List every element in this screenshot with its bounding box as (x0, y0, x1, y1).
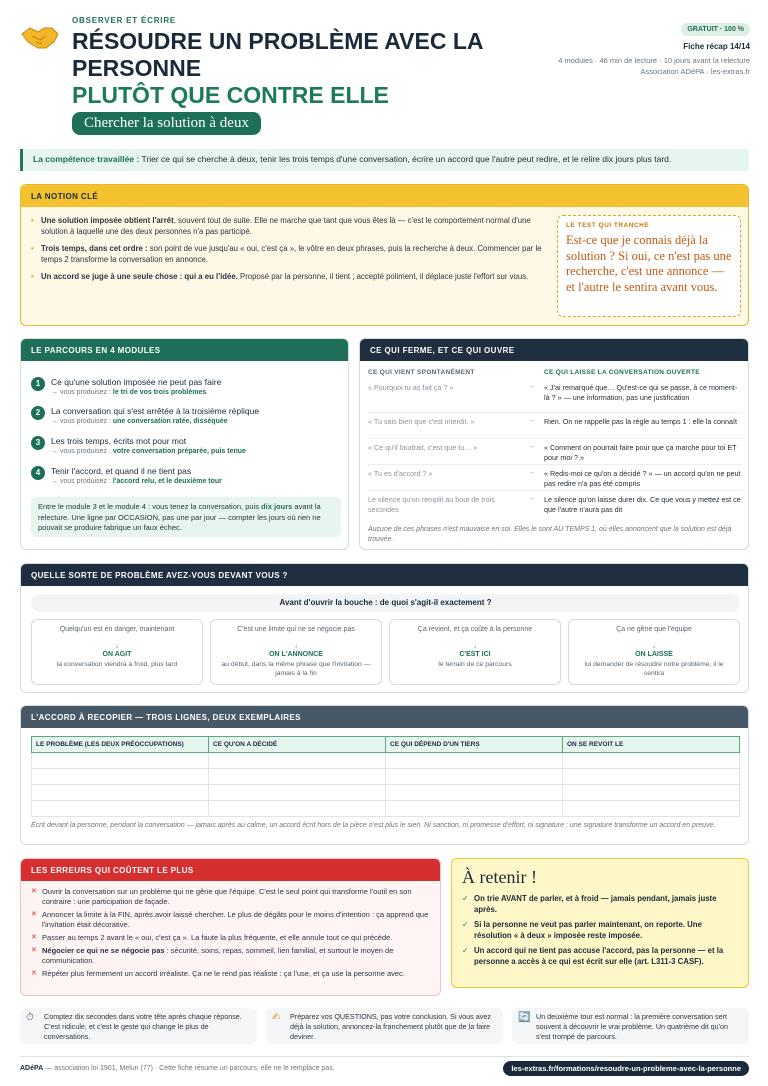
ferme-row-left: « Ce qu'il faudrait, c'est que tu… » (368, 443, 478, 452)
accord-cell[interactable] (563, 801, 740, 817)
page-title-accent: PLUTÔT QUE CONTRE ELLE (72, 82, 389, 108)
accord-card (20, 705, 749, 845)
notion-item-text: son point de vue jusqu'au « oui, c'est ça », le vôtre en deux phrases, puis la recherche à deux. Commencer par le temps 2 transforme la conversation en annonce. (41, 244, 542, 264)
retenir-item: ✓ Si la personne ne veut pas parler maintenant, on reporte. Une résolution « à deux » imposée reste imposée. (462, 920, 738, 941)
page-footer (20, 1056, 749, 1076)
skill-text: Trier ce qui se cherche à deux, tenir les trois temps d'une conversation, écrire un accord que l'autre peut redire, et le relire dix jours plus tard. (141, 154, 672, 164)
accord-cell[interactable] (32, 769, 209, 785)
arrow-right-icon: → (528, 495, 535, 502)
ferme-row-left: Le silence qu'on remplit au bout de trois secondes (368, 495, 495, 514)
handshake-icon (20, 20, 60, 54)
ferme-row-right: « Redis-moi ce qu'on a décidé ? » — un accord qu'on ne peut pas redire n'a pas été compris (544, 469, 741, 488)
erreurs-title: LES ERREURS QUI COÛTENT LE PLUS (21, 859, 440, 881)
tip-card (512, 1008, 749, 1044)
module-output (51, 389, 206, 396)
ferme-row-right: Rien. On ne rappelle pas la règle au temps 1 : elle la connaît (544, 417, 737, 426)
module-output (51, 418, 228, 425)
erreurs-list (31, 887, 433, 982)
ferme-row-left: « Tu sais bien que c'est interdit. » (368, 417, 475, 426)
sorte-title: QUELLE SORTE DE PROBLÈME AVEZ-VOUS DEVANT VOUS ? (21, 564, 748, 586)
retenir-title: À retenir ! (462, 867, 537, 887)
fiche-number: Fiche récap 14/14 (683, 42, 750, 51)
sorte-option-question: C'est une limite qui ne se négocie pas (237, 626, 355, 633)
erreur-text: Répéter plus fermement un accord irréaliste. Ça ne le rend pas réaliste : ça l'use, et ça use la personne avec. (42, 969, 405, 978)
accord-blank-row[interactable] (32, 801, 740, 817)
arrow-down-icon: ↓ (473, 641, 477, 650)
sorte-option-key: ON LAISSE (635, 651, 673, 658)
ferme-row (368, 443, 742, 465)
arrow-down-icon: ↓ (294, 641, 298, 650)
arrow-right-icon: → (528, 469, 535, 476)
sorte-option-question: Ça revient, et ça coûte à la personne (417, 626, 533, 633)
parcours-note-a: Entre le module 3 et le module 4 : vous tenez la conversation, puis (38, 502, 262, 511)
arrow-down-icon: ↓ (652, 641, 656, 650)
ferme-col-right: CE QUI LAISSE LA CONVERSATION OUVERTE (544, 369, 700, 376)
accord-cell[interactable] (32, 753, 209, 769)
retenir-list (462, 894, 738, 967)
skill-banner (20, 149, 749, 171)
accord-note: Écrit devant la personne, pendant la conversation — jamais après au calme, un accord écrit hors de la pièce n'est plus le sien. Ni sanction, ni promesse d'effort, ni signature : une signature transforme un accord en preuve. (31, 822, 716, 829)
ferme-row (368, 469, 742, 491)
tip-text: Comptez dix secondes dans votre tête après chaque réponse. C'est ridicule, et c'est le geste qui change le plus de conversations. (44, 1012, 242, 1041)
test-title: LE TEST QUI TRANCHE (566, 222, 650, 229)
module-output-prefix: → vous produisez : (51, 478, 113, 485)
ferme-row-left: « Tu es d'accord ? » (368, 469, 433, 478)
sorte-option (568, 619, 740, 685)
notion-item (31, 271, 551, 282)
writing-hand-icon: ✍ (272, 1012, 281, 1023)
module-title: La conversation qui s'est arrêtée à la troisième réplique (51, 406, 260, 416)
accord-cell[interactable] (32, 801, 209, 817)
retenir-card (451, 858, 749, 988)
erreur-item (31, 969, 433, 979)
parcours-note (31, 497, 341, 537)
free-badge: GRATUIT · 100 % (681, 23, 750, 36)
module-output-value: l'accord relu, et le deuxième tour (112, 478, 222, 485)
module-output (51, 478, 222, 485)
ferme-card (359, 338, 749, 550)
accord-title: L'ACCORD À RECOPIER — TROIS LIGNES, DEUX EXEMPLAIRES (21, 706, 748, 728)
erreurs-card (20, 858, 441, 996)
notion-item-text: , souvent tout de suite. Elle ne marche que tant que vous êtes là — c'est le comportement normal d'une solution à laquelle une des deux personnes n'a pas participé. (41, 216, 531, 236)
sorte-option (31, 619, 203, 685)
module-number: 3 (31, 436, 45, 450)
sorte-option-desc: lui demander de résoudre notre problème, il le sentira (584, 661, 724, 677)
accord-cell[interactable] (209, 769, 386, 785)
arrow-right-icon: → (528, 443, 535, 450)
repeat-icon: 🔄 (518, 1012, 531, 1023)
erreur-item (31, 933, 433, 943)
tip-text: Un deuxième tour est normal : la première conversation sert souvent à découvrir le vrai problème. Un quatrième dit qu'on s'est trompé de parcours. (536, 1012, 728, 1041)
module-output-prefix: → vous produisez : (51, 418, 113, 425)
erreur-bold: Négocier ce qui ne se négocie pas (42, 946, 165, 955)
sorte-option-desc: le terrain de ce parcours (438, 661, 512, 668)
sorte-option-key: ON AGIT (102, 651, 132, 658)
arrow-down-icon: ↓ (115, 641, 119, 650)
accord-cell[interactable] (209, 785, 386, 801)
module-title: Ce qu'une solution imposée ne peut pas faire (51, 377, 222, 387)
module-number: 1 (31, 377, 45, 391)
erreur-text: : sécurité, soins, repas, sommeil, lien familial, et surtout le moyen de communication. (42, 946, 394, 965)
sorte-card (20, 563, 749, 693)
accord-cell[interactable] (209, 753, 386, 769)
notion-item (31, 215, 551, 237)
ferme-row (368, 495, 742, 519)
footer-text (20, 1065, 335, 1072)
module-number: 2 (31, 406, 45, 420)
parcours-note-b: avant la relecture. Une ligne par OCCASION, pas une par jour — compter les jours où rien ne pouvait se produire fabrique un faux échec. (38, 502, 321, 532)
accord-blank-row[interactable] (32, 785, 740, 801)
erreur-item (31, 887, 433, 907)
ferme-row-right: « Comment on pourrait faire pour que ça marche pour toi ET pour moi ? » (544, 443, 737, 462)
arrow-right-icon: → (528, 383, 535, 390)
ferme-row (368, 417, 742, 439)
accord-cell[interactable] (386, 785, 563, 801)
ferme-row-right: « J'ai remarqué que… Qu'est-ce qui se passe, à ce moment-là ? » — une information, pas une justification (544, 383, 738, 402)
notion-title: LA NOTION CLÉ (21, 185, 748, 207)
accord-blank-row[interactable] (32, 753, 740, 769)
parcours-note-bold: dix jours (261, 502, 293, 511)
module-number: 4 (31, 466, 45, 480)
accord-blank-row[interactable] (32, 769, 740, 785)
notion-item (31, 243, 551, 265)
sorte-option-key: C'EST ICI (459, 651, 491, 658)
subtitle-pill: Chercher la solution à deux (72, 112, 261, 135)
sorte-option-question: Ça ne gêne que l'équipe (616, 626, 692, 633)
accord-col-header: CE QUI DÉPEND D'UN TIERS (386, 737, 563, 753)
erreur-text: Annoncer la limite à la FIN, après avoir laissé chercher. Le plus de dégâts pour le moins d'intention : ça apprend que l'invitation était décorative. (42, 910, 429, 929)
module-output-prefix: → vous produisez : (51, 389, 113, 396)
tip-text: Préparez vos QUESTIONS, pas votre conclusion. Si vous avez déjà la solution, annoncez-la franchement plutôt que de la faire deviner. (290, 1012, 491, 1041)
erreur-text: Ouvrir la conversation sur un problème qui ne gêne que l'équipe. C'est le seul point qui transforme l'outil en son contraire : une participation de façade. (42, 887, 412, 906)
accord-col-header: LE PROBLÈME (LES DEUX PRÉOCCUPATIONS) (32, 737, 209, 753)
meta-line-2: Association ADéPA · les-extras.fr (640, 67, 750, 76)
sorte-option-desc: au début, dans la même phrase que l'invitation — jamais à la fin (221, 661, 371, 677)
module-output-prefix: → vous produisez : (51, 448, 113, 455)
module-output (51, 448, 246, 455)
timer-icon: ⏱ (26, 1012, 34, 1023)
accord-cell[interactable] (563, 753, 740, 769)
sorte-question: Avant d'ouvrir la bouche : de quoi s'agit-il exactement ? (31, 594, 740, 612)
sorte-option-desc: la conversation viendra à froid, plus tard (56, 661, 178, 668)
accord-col-header: ON SE REVOIT LE (563, 737, 740, 753)
accord-cell[interactable] (209, 801, 386, 817)
accord-cell[interactable] (386, 753, 563, 769)
notion-card (20, 184, 749, 326)
accord-cell[interactable] (386, 769, 563, 785)
accord-header-row (32, 737, 740, 753)
erreur-item (31, 910, 433, 930)
footer-org: ADéPA (20, 1065, 44, 1072)
test-body: Est-ce que je connais déjà la solution ? Si oui, ce n'est pas une recherche, c'est une annonce — et l'autre le sentira avant vous. (566, 233, 732, 294)
footer-url-link[interactable]: les-extras.fr/formations/resoudre-un-probleme-avec-la-personne (503, 1061, 749, 1076)
retenir-item: ✓ On trie AVANT de parler, et à froid — jamais pendant, jamais juste après. (462, 894, 738, 915)
tip-card (20, 1008, 257, 1044)
ferme-note: Aucune de ces phrases n'est mauvaise en soi. Elles le sont AU TEMPS 1, où elles annoncent que la solution est déjà trouvée. (368, 526, 732, 543)
accord-table (31, 736, 740, 817)
footer-desc: — association loi 1901, Melun (77) · Cette fiche résume un parcours, elle ne le remplace pas. (43, 1065, 335, 1072)
header-meta (558, 18, 750, 77)
notion-list (31, 215, 551, 288)
sorte-option (389, 619, 561, 685)
parcours-title: LE PARCOURS EN 4 MODULES (21, 339, 348, 361)
accord-cell[interactable] (563, 769, 740, 785)
module-output-value: une conversation ratée, disséquée (112, 418, 228, 425)
sorte-option (210, 619, 382, 685)
page-header (20, 12, 750, 142)
erreur-text: Passer au temps 2 avant le « oui, c'est ça ». La faute la plus fréquente, et elle annule tout ce qui précède. (42, 933, 393, 942)
notion-item-bold: Une solution imposée obtient l'arrêt (41, 216, 174, 225)
notion-item-bold: Trois temps, dans cet ordre : (41, 244, 148, 253)
retenir-item: ✓ Un accord qui ne tient pas accuse l'accord, pas la personne — et la personne a accès à ce qui est écrit sur elle (art. L311-3 CASF). (462, 946, 738, 967)
notion-item-bold: Un accord se juge à une seule chose : qui a eu l'idée. (41, 272, 238, 281)
accord-col-header: CE QU'ON A DÉCIDÉ (209, 737, 386, 753)
module-output-value: votre conversation préparée, puis tenue (112, 448, 246, 455)
ferme-row-left: « Pourquoi tu as fait ça ? » (368, 383, 454, 392)
ferme-col-left: CE QUI VIENT SPONTANÉMENT (368, 369, 475, 376)
sorte-option-question: Quelqu'un est en danger, maintenant (59, 626, 175, 633)
kicker: OBSERVER ET ÉCRIRE (72, 16, 177, 25)
module-output-value: le tri de vos trois problèmes (112, 389, 207, 396)
meta-line-1: 4 modules · 46 min de lecture · 10 jours avant la relecture (558, 56, 750, 65)
page-title: RÉSOUDRE UN PROBLÈME AVEC LA PERSONNE (72, 28, 483, 81)
arrow-right-icon: → (528, 417, 535, 424)
sorte-option-key: ON L'ANNONCE (269, 651, 323, 658)
test-box (557, 215, 741, 317)
parcours-card (20, 338, 349, 550)
accord-cell[interactable] (386, 801, 563, 817)
notion-item-text: Proposé par la personne, il tient ; accepté poliment, il déplace juste l'effort sur vous. (237, 272, 529, 281)
accord-cell[interactable] (563, 785, 740, 801)
ferme-row-right: Le silence qu'on laisse durer dix. Ce que vous y mettez est ce que l'autre n'aura pas dit (544, 495, 741, 514)
ferme-row (368, 383, 742, 413)
module-title: Tenir l'accord, et quand il ne tient pas (51, 466, 192, 476)
skill-label: La compétence travaillée : (33, 154, 140, 164)
module-title: Les trois temps, écrits mot pour mot (51, 436, 187, 446)
tip-card (266, 1008, 503, 1044)
accord-cell[interactable] (32, 785, 209, 801)
erreur-item (31, 946, 433, 966)
ferme-title: CE QUI FERME, ET CE QUI OUVRE (360, 339, 748, 361)
